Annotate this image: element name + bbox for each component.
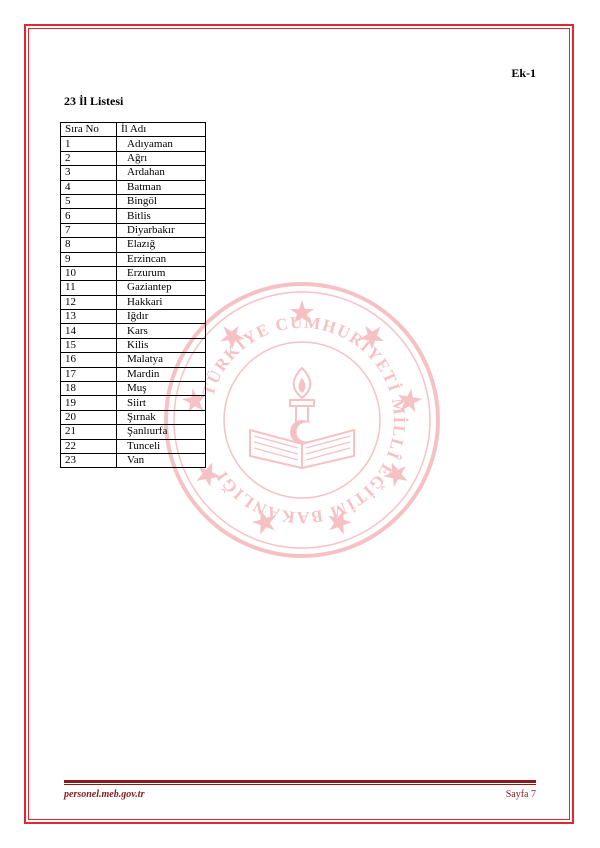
province-name: Bitlis	[117, 209, 206, 223]
table-row	[61, 367, 206, 381]
province-name: Iğdır	[117, 310, 206, 324]
table-row	[61, 238, 206, 252]
province-name: Ağrı	[117, 151, 206, 165]
table-row	[61, 310, 206, 324]
table-row	[61, 223, 206, 237]
row-number: 8	[61, 238, 117, 252]
row-number: 16	[61, 353, 117, 367]
table-row	[61, 281, 206, 295]
row-number: 5	[61, 194, 117, 208]
row-number: 22	[61, 439, 117, 453]
table-row	[61, 353, 206, 367]
province-name: Malatya	[117, 353, 206, 367]
footer-page-number: Sayfa 7	[505, 789, 536, 800]
row-number: 3	[61, 166, 117, 180]
province-name: Elazığ	[117, 238, 206, 252]
province-name: Van	[117, 453, 206, 467]
row-number: 6	[61, 209, 117, 223]
table-row	[61, 295, 206, 309]
svg-text:TÜRKİYE CUMHURİYETİ MİLLÎ EĞİT	[198, 313, 409, 527]
province-name: Tunceli	[117, 439, 206, 453]
table-row	[61, 382, 206, 396]
province-name: Diyarbakır	[117, 223, 206, 237]
province-table	[60, 122, 206, 468]
document-title: 23 İl Listesi	[64, 94, 124, 108]
table-row	[61, 266, 206, 280]
row-number: 1	[61, 137, 117, 151]
table-row	[61, 252, 206, 266]
province-name: Muş	[117, 382, 206, 396]
row-number: 4	[61, 180, 117, 194]
table-row	[61, 180, 206, 194]
table-row	[61, 151, 206, 165]
column-header-name: İl Adı	[117, 123, 206, 137]
province-name: Batman	[117, 180, 206, 194]
row-number: 2	[61, 151, 117, 165]
province-name: Gaziantep	[117, 281, 206, 295]
province-name: Adıyaman	[117, 137, 206, 151]
province-name: Şırnak	[117, 410, 206, 424]
row-number: 11	[61, 281, 117, 295]
province-name: Ardahan	[117, 166, 206, 180]
table-row	[61, 166, 206, 180]
row-number: 10	[61, 266, 117, 280]
province-name: Siirt	[117, 396, 206, 410]
footer-website: personel.meb.gov.tr	[64, 789, 145, 800]
table-row	[61, 396, 206, 410]
province-name: Mardin	[117, 367, 206, 381]
table-row	[61, 338, 206, 352]
table-header-row	[61, 123, 206, 137]
row-number: 23	[61, 453, 117, 467]
table-row	[61, 209, 206, 223]
province-name: Hakkari	[117, 295, 206, 309]
annex-label: Ek-1	[511, 66, 536, 80]
table-row	[61, 137, 206, 151]
province-name: Erzurum	[117, 266, 206, 280]
province-name: Erzincan	[117, 252, 206, 266]
row-number: 17	[61, 367, 117, 381]
row-number: 7	[61, 223, 117, 237]
table-row	[61, 439, 206, 453]
table-row	[61, 453, 206, 467]
province-name: Bingöl	[117, 194, 206, 208]
seal-text: TÜRKİYE CUMHURİYETİ MİLLÎ EĞİTİM BAKANLIĞI	[198, 312, 410, 528]
table-row	[61, 410, 206, 424]
province-name: Kars	[117, 324, 206, 338]
table-row	[61, 324, 206, 338]
footer-divider	[64, 780, 536, 783]
row-number: 14	[61, 324, 117, 338]
row-number: 13	[61, 310, 117, 324]
row-number: 19	[61, 396, 117, 410]
row-number: 9	[61, 252, 117, 266]
row-number: 15	[61, 338, 117, 352]
row-number: 20	[61, 410, 117, 424]
footer-divider-thin	[64, 784, 536, 785]
row-number: 18	[61, 382, 117, 396]
table-row	[61, 425, 206, 439]
province-name: Kilis	[117, 338, 206, 352]
column-header-no: Sıra No	[61, 123, 117, 137]
province-name: Şanlıurfa	[117, 425, 206, 439]
row-number: 21	[61, 425, 117, 439]
row-number: 12	[61, 295, 117, 309]
table-row	[61, 194, 206, 208]
